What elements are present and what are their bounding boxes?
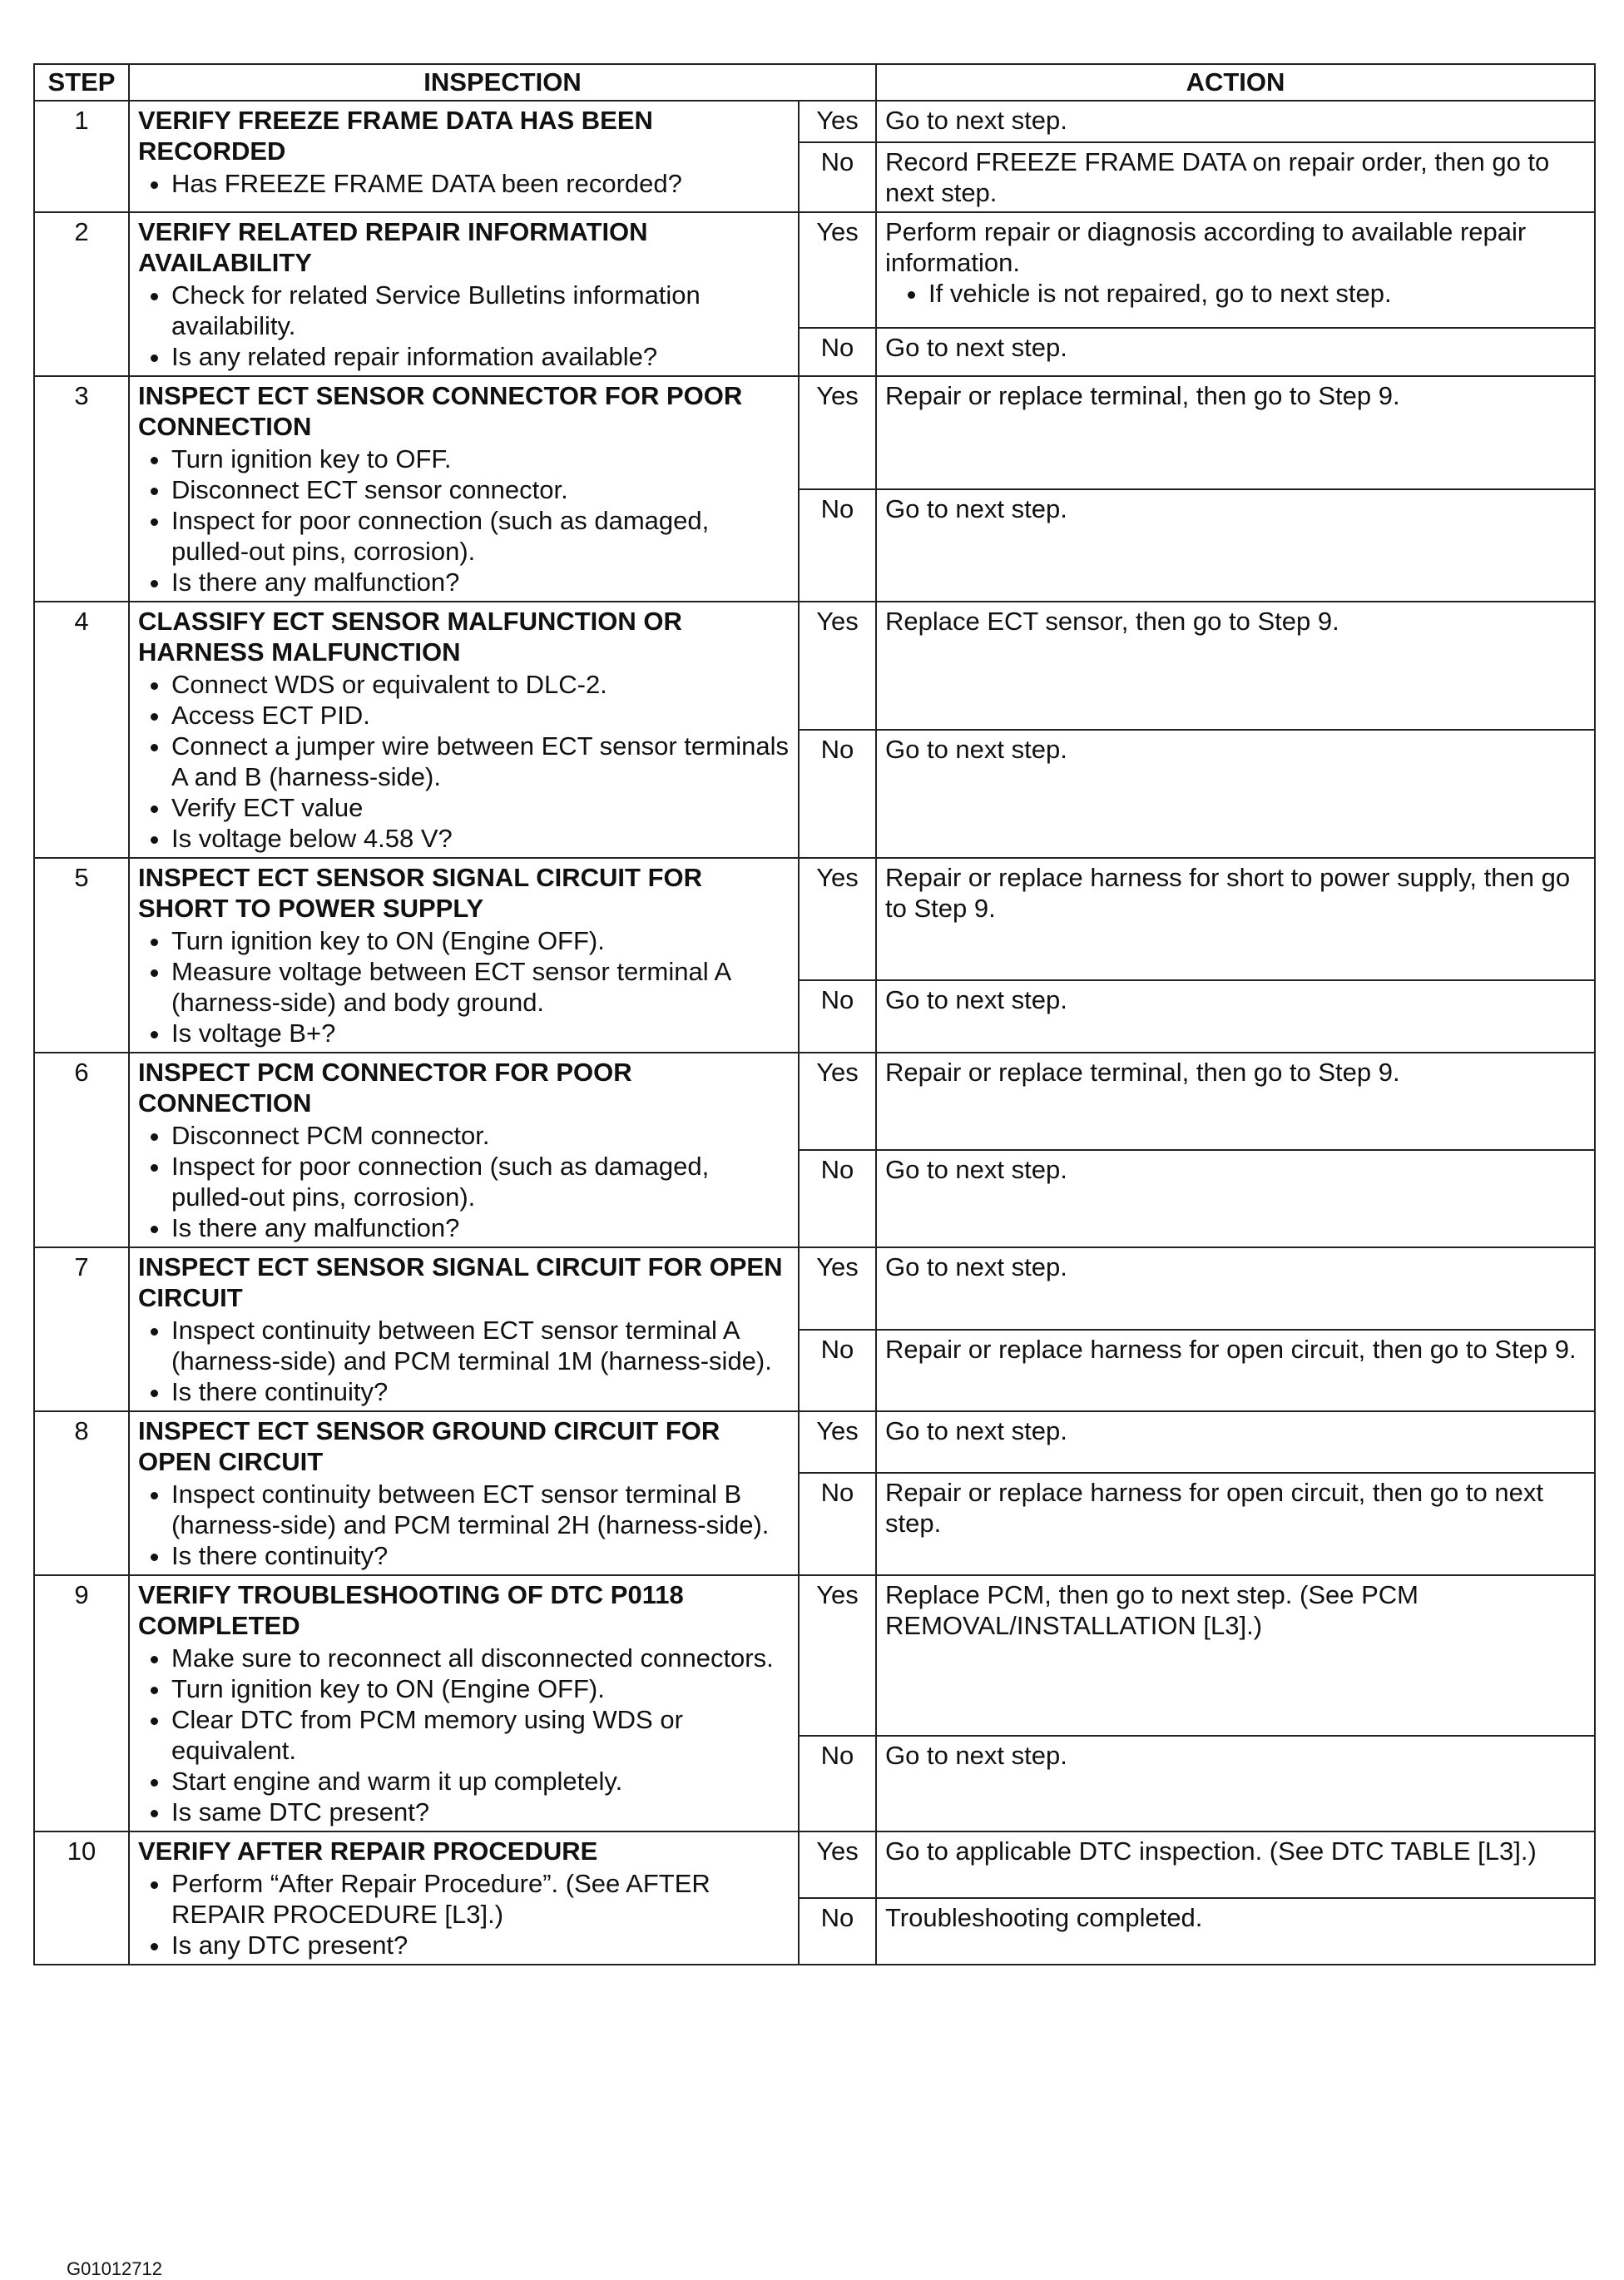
inspection-title: INSPECT PCM CONNECTOR FOR POOR CONNECTION xyxy=(138,1058,632,1118)
yes-action: Go to next step. xyxy=(885,1252,1067,1281)
answer-yes: Yes xyxy=(799,101,876,142)
inspection-cell xyxy=(129,1411,799,1575)
inspection-bullet: • Is any DTC present? xyxy=(171,1930,790,1960)
step-number: 5 xyxy=(34,858,129,1053)
yes-action: Go to next step. xyxy=(885,106,1067,135)
answer-no: No xyxy=(799,1736,876,1831)
inspection-bullet: • Access ECT PID. xyxy=(171,700,790,731)
inspection-bullets xyxy=(138,444,790,597)
no-action: Go to next step. xyxy=(876,730,1595,858)
inspection-bullet: • Turn ignition key to ON (Engine OFF). xyxy=(171,1673,790,1704)
no-action: Record FREEZE FRAME DATA on repair order, then go to next step. xyxy=(876,142,1595,212)
inspection-cell xyxy=(129,101,799,212)
table-row xyxy=(34,1053,1595,1150)
answer-yes: Yes xyxy=(799,1831,876,1898)
yes-action-cell xyxy=(876,1053,1595,1150)
action-subbullet: • If vehicle is not repaired, go to next step. xyxy=(928,278,1586,309)
table-row xyxy=(34,1831,1595,1898)
inspection-bullets xyxy=(138,1315,790,1407)
yes-action-cell xyxy=(876,1411,1595,1473)
inspection-bullets xyxy=(138,280,790,372)
table-row xyxy=(34,602,1595,730)
inspection-cell xyxy=(129,1575,799,1831)
answer-yes: Yes xyxy=(799,602,876,730)
inspection-title: VERIFY RELATED REPAIR INFORMATION AVAILABILITY xyxy=(138,217,648,277)
yes-action-cell xyxy=(876,1831,1595,1898)
inspection-bullet: • Verify ECT value xyxy=(171,792,790,823)
inspection-bullets xyxy=(138,1479,790,1571)
inspection-cell xyxy=(129,1831,799,1965)
inspection-title: VERIFY FREEZE FRAME DATA HAS BEEN RECORDED xyxy=(138,106,653,166)
step-number: 3 xyxy=(34,376,129,602)
answer-yes: Yes xyxy=(799,212,876,328)
inspection-header: INSPECTION xyxy=(129,64,876,101)
inspection-title: INSPECT ECT SENSOR GROUND CIRCUIT FOR OPEN CIRCUIT xyxy=(138,1416,720,1476)
inspection-bullet: • Is voltage below 4.58 V? xyxy=(171,823,790,854)
inspection-bullet: • Is there continuity? xyxy=(171,1376,790,1407)
inspection-bullet: • Is voltage B+? xyxy=(171,1018,790,1048)
inspection-title: INSPECT ECT SENSOR SIGNAL CIRCUIT FOR SHORT TO POWER SUPPLY xyxy=(138,863,703,923)
step-number: 9 xyxy=(34,1575,129,1831)
answer-no: No xyxy=(799,142,876,212)
inspection-bullet: • Start engine and warm it up completely. xyxy=(171,1766,790,1797)
no-action: Go to next step. xyxy=(876,1736,1595,1831)
inspection-bullet: • Turn ignition key to OFF. xyxy=(171,444,790,474)
inspection-bullet: • Disconnect PCM connector. xyxy=(171,1120,790,1151)
inspection-bullet: • Inspect for poor connection (such as damaged, pulled-out pins, corrosion). xyxy=(171,1151,790,1212)
inspection-bullet: • Is there continuity? xyxy=(171,1540,790,1571)
yes-action-cell xyxy=(876,1575,1595,1736)
inspection-title: CLASSIFY ECT SENSOR MALFUNCTION OR HARNESS MALFUNCTION xyxy=(138,607,682,667)
inspection-bullet: • Is same DTC present? xyxy=(171,1797,790,1827)
inspection-cell xyxy=(129,1247,799,1411)
inspection-bullet: • Connect a jumper wire between ECT sensor terminals A and B (harness-side). xyxy=(171,731,790,792)
inspection-bullet: • Turn ignition key to ON (Engine OFF). xyxy=(171,925,790,956)
yes-action: Replace ECT sensor, then go to Step 9. xyxy=(885,607,1339,636)
yes-action-cell xyxy=(876,101,1595,142)
step-number: 1 xyxy=(34,101,129,212)
inspection-cell xyxy=(129,858,799,1053)
troubleshooting-document xyxy=(33,63,1594,2279)
inspection-bullet: • Inspect continuity between ECT sensor terminal B (harness-side) and PCM terminal 2H (harness-side). xyxy=(171,1479,790,1540)
yes-action-cell xyxy=(876,376,1595,489)
answer-no: No xyxy=(799,1150,876,1247)
inspection-bullet: • Check for related Service Bulletins information availability. xyxy=(171,280,790,341)
yes-action: Perform repair or diagnosis according to available repair information. xyxy=(885,217,1527,277)
inspection-bullet: • Has FREEZE FRAME DATA been recorded? xyxy=(171,168,790,199)
inspection-bullet: • Perform “After Repair Procedure”. (See AFTER REPAIR PROCEDURE [L3].) xyxy=(171,1868,790,1930)
answer-no: No xyxy=(799,1330,876,1412)
answer-yes: Yes xyxy=(799,1053,876,1150)
answer-no: No xyxy=(799,1898,876,1965)
inspection-bullet: • Make sure to reconnect all disconnected connectors. xyxy=(171,1643,790,1673)
figure-id: G01012712 xyxy=(67,2258,162,2279)
yes-action: Repair or replace harness for short to power supply, then go to Step 9. xyxy=(885,863,1571,923)
step-header: STEP xyxy=(34,64,129,101)
inspection-cell xyxy=(129,602,799,858)
table-body xyxy=(34,101,1595,1965)
no-action: Go to next step. xyxy=(876,489,1595,602)
inspection-bullet: • Clear DTC from PCM memory using WDS or equivalent. xyxy=(171,1704,790,1766)
answer-no: No xyxy=(799,1473,876,1576)
action-header: ACTION xyxy=(876,64,1595,101)
no-action: Go to next step. xyxy=(876,980,1595,1053)
inspection-bullets xyxy=(138,168,790,199)
step-number: 7 xyxy=(34,1247,129,1411)
table-row xyxy=(34,212,1595,328)
inspection-bullet: • Measure voltage between ECT sensor terminal A (harness-side) and body ground. xyxy=(171,956,790,1018)
inspection-bullet: • Connect WDS or equivalent to DLC-2. xyxy=(171,669,790,700)
inspection-cell xyxy=(129,376,799,602)
answer-yes: Yes xyxy=(799,1247,876,1330)
answer-yes: Yes xyxy=(799,376,876,489)
table-row xyxy=(34,1247,1595,1330)
no-action: Go to next step. xyxy=(876,328,1595,376)
yes-action: Go to next step. xyxy=(885,1416,1067,1445)
step-number: 2 xyxy=(34,212,129,376)
no-action: Repair or replace harness for open circuit, then go to Step 9. xyxy=(876,1330,1595,1412)
table-row xyxy=(34,858,1595,980)
inspection-cell xyxy=(129,212,799,376)
step-number: 6 xyxy=(34,1053,129,1247)
answer-no: No xyxy=(799,980,876,1053)
troubleshooting-table xyxy=(33,63,1596,1965)
answer-yes: Yes xyxy=(799,1575,876,1736)
inspection-bullet: • Is any related repair information available? xyxy=(171,341,790,372)
inspection-bullet: • Inspect for poor connection (such as damaged, pulled-out pins, corrosion). xyxy=(171,505,790,567)
yes-action-cell xyxy=(876,858,1595,980)
yes-action: Replace PCM, then go to next step. (See PCM REMOVAL/INSTALLATION [L3].) xyxy=(885,1580,1419,1640)
answer-no: No xyxy=(799,328,876,376)
table-row xyxy=(34,376,1595,489)
inspection-title: VERIFY AFTER REPAIR PROCEDURE xyxy=(138,1836,598,1866)
answer-no: No xyxy=(799,489,876,602)
answer-no: No xyxy=(799,730,876,858)
yes-action: Go to applicable DTC inspection. (See DTC TABLE [L3].) xyxy=(885,1836,1537,1866)
table-row xyxy=(34,1411,1595,1473)
inspection-bullets xyxy=(138,1643,790,1827)
inspection-bullet: • Disconnect ECT sensor connector. xyxy=(171,474,790,505)
yes-action: Repair or replace terminal, then go to Step 9. xyxy=(885,381,1400,410)
table-row xyxy=(34,101,1595,142)
inspection-bullets xyxy=(138,1868,790,1960)
no-action: Repair or replace harness for open circuit, then go to next step. xyxy=(876,1473,1595,1576)
yes-action-cell xyxy=(876,602,1595,730)
inspection-bullet: • Inspect continuity between ECT sensor terminal A (harness-side) and PCM terminal 1M (harness-side). xyxy=(171,1315,790,1376)
inspection-bullets xyxy=(138,669,790,854)
table-header-row xyxy=(34,64,1595,101)
no-action: Go to next step. xyxy=(876,1150,1595,1247)
inspection-bullets xyxy=(138,925,790,1048)
inspection-title: VERIFY TROUBLESHOOTING OF DTC P0118 COMPLETED xyxy=(138,1580,684,1640)
step-number: 4 xyxy=(34,602,129,858)
inspection-bullet: • Is there any malfunction? xyxy=(171,567,790,597)
no-action: Troubleshooting completed. xyxy=(876,1898,1595,1965)
answer-yes: Yes xyxy=(799,1411,876,1473)
inspection-title: INSPECT ECT SENSOR CONNECTOR FOR POOR CONNECTION xyxy=(138,381,743,441)
step-number: 10 xyxy=(34,1831,129,1965)
inspection-cell xyxy=(129,1053,799,1247)
yes-action-cell xyxy=(876,1247,1595,1330)
yes-action: Repair or replace terminal, then go to Step 9. xyxy=(885,1058,1400,1087)
table-row xyxy=(34,1575,1595,1736)
inspection-title: INSPECT ECT SENSOR SIGNAL CIRCUIT FOR OPEN CIRCUIT xyxy=(138,1252,783,1312)
yes-action-cell xyxy=(876,212,1595,328)
step-number: 8 xyxy=(34,1411,129,1575)
answer-yes: Yes xyxy=(799,858,876,980)
inspection-bullets xyxy=(138,1120,790,1243)
inspection-bullet: • Is there any malfunction? xyxy=(171,1212,790,1243)
